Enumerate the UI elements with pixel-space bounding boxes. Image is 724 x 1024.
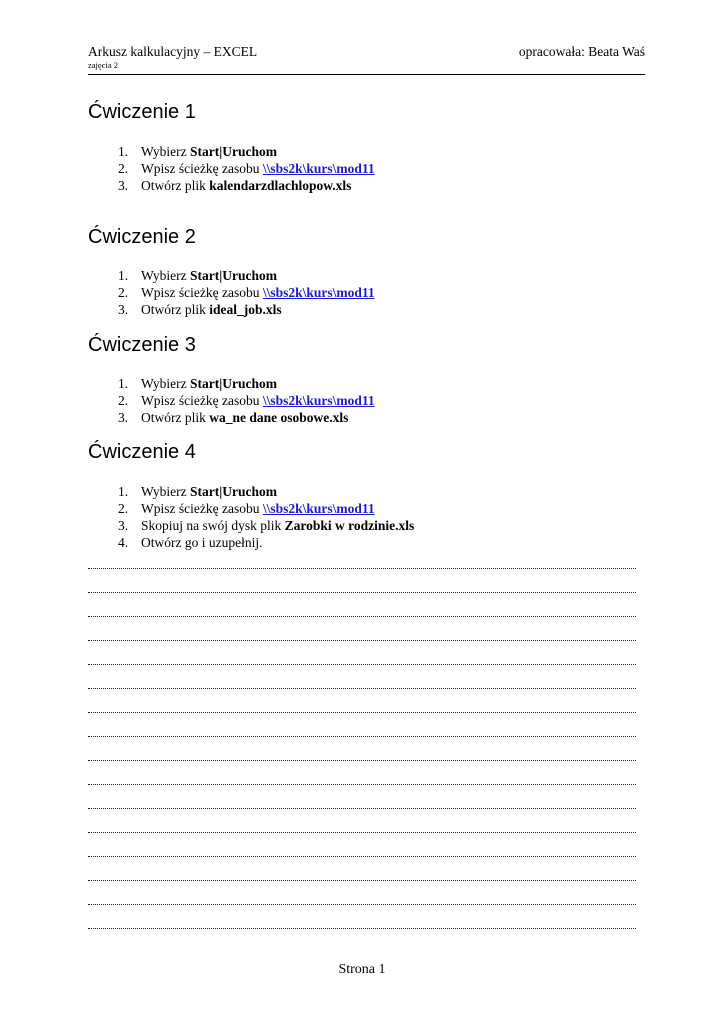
document-author: opracowała: Beata Waś [518, 44, 645, 59]
step-text: Wybierz [141, 144, 191, 159]
answer-line [88, 688, 636, 689]
step-number: 3. [118, 178, 129, 193]
step-text: Otwórz plik [141, 410, 210, 425]
step-text: Otwórz plik [141, 302, 210, 317]
step-number: 3. [118, 410, 129, 425]
exercise-2 [88, 225, 375, 318]
answer-line [88, 568, 636, 569]
answer-line [88, 664, 636, 665]
list-item [88, 500, 414, 517]
exercise-steps [88, 143, 375, 194]
answer-line [88, 712, 636, 713]
exercise-steps [88, 483, 414, 551]
step-command: Start|Uruchom [190, 144, 278, 159]
answer-line [88, 808, 636, 809]
page-number: Strona 1 [338, 962, 386, 977]
answer-line [88, 880, 636, 881]
list-item [88, 517, 414, 534]
step-text: Skopiuj na swój dysk plik [141, 518, 285, 533]
step-filename: ideal_job.xls [209, 302, 282, 317]
step-filename: kalendarzdlachlopow.xls [209, 178, 352, 193]
step-command: Start|Uruchom [190, 484, 278, 499]
header-rule [88, 74, 645, 75]
list-item [88, 177, 375, 194]
step-filename: wa_ne dane osobowe.xls [209, 410, 349, 425]
exercise-4 [88, 440, 414, 551]
step-text: Wpisz ścieżkę zasobu [141, 161, 263, 176]
step-text: Otwórz go i uzupełnij. [141, 535, 263, 550]
list-item [88, 301, 375, 318]
step-number: 3. [118, 518, 129, 533]
step-number: 1. [118, 484, 129, 499]
resource-path-link[interactable]: \\sbs2k\kurs\mod11 [262, 501, 375, 516]
list-item [88, 267, 375, 284]
list-item [88, 143, 375, 160]
step-number: 2. [118, 393, 129, 408]
document-subtitle: zajęcia 2 [88, 60, 118, 70]
exercise-1 [88, 100, 375, 194]
answer-line [88, 832, 636, 833]
answer-line [88, 640, 636, 641]
document-title: Arkusz kalkulacyjny – EXCEL [88, 44, 258, 59]
list-item [88, 483, 414, 500]
step-number: 1. [118, 376, 129, 391]
step-number: 2. [118, 161, 129, 176]
resource-path-link[interactable]: \\sbs2k\kurs\mod11 [262, 161, 375, 176]
step-text: Wybierz [141, 268, 191, 283]
answer-line [88, 736, 636, 737]
step-text: Wpisz ścieżkę zasobu [141, 285, 263, 300]
list-item [88, 375, 375, 392]
exercise-steps [88, 267, 375, 318]
step-command: Start|Uruchom [190, 376, 278, 391]
answer-line [88, 616, 636, 617]
exercise-title: Ćwiczenie 3 [88, 334, 196, 356]
step-text: Wybierz [141, 376, 191, 391]
list-item [88, 392, 375, 409]
exercise-title: Ćwiczenie 1 [88, 101, 196, 123]
answer-line [88, 760, 636, 761]
answer-line [88, 784, 636, 785]
list-item [88, 409, 375, 426]
answer-line [88, 904, 636, 905]
exercise-3 [88, 333, 375, 426]
step-number: 1. [118, 144, 129, 159]
step-number: 4. [118, 535, 129, 550]
resource-path-link[interactable]: \\sbs2k\kurs\mod11 [262, 393, 375, 408]
answer-line [88, 856, 636, 857]
exercise-title: Ćwiczenie 2 [88, 226, 196, 248]
resource-path-link[interactable]: \\sbs2k\kurs\mod11 [262, 285, 375, 300]
list-item [88, 534, 414, 551]
answer-line [88, 592, 636, 593]
step-command: Start|Uruchom [190, 268, 278, 283]
exercise-steps [88, 375, 375, 426]
step-text: Otwórz plik [141, 178, 210, 193]
step-filename: Zarobki w rodzinie.xls [284, 518, 415, 533]
step-number: 2. [118, 285, 129, 300]
exercise-title: Ćwiczenie 4 [88, 441, 196, 463]
list-item [88, 160, 375, 177]
step-number: 2. [118, 501, 129, 516]
step-number: 3. [118, 302, 129, 317]
step-text: Wpisz ścieżkę zasobu [141, 501, 263, 516]
step-number: 1. [118, 268, 129, 283]
step-text: Wpisz ścieżkę zasobu [141, 393, 263, 408]
list-item [88, 284, 375, 301]
step-text: Wybierz [141, 484, 191, 499]
answer-line [88, 928, 636, 929]
